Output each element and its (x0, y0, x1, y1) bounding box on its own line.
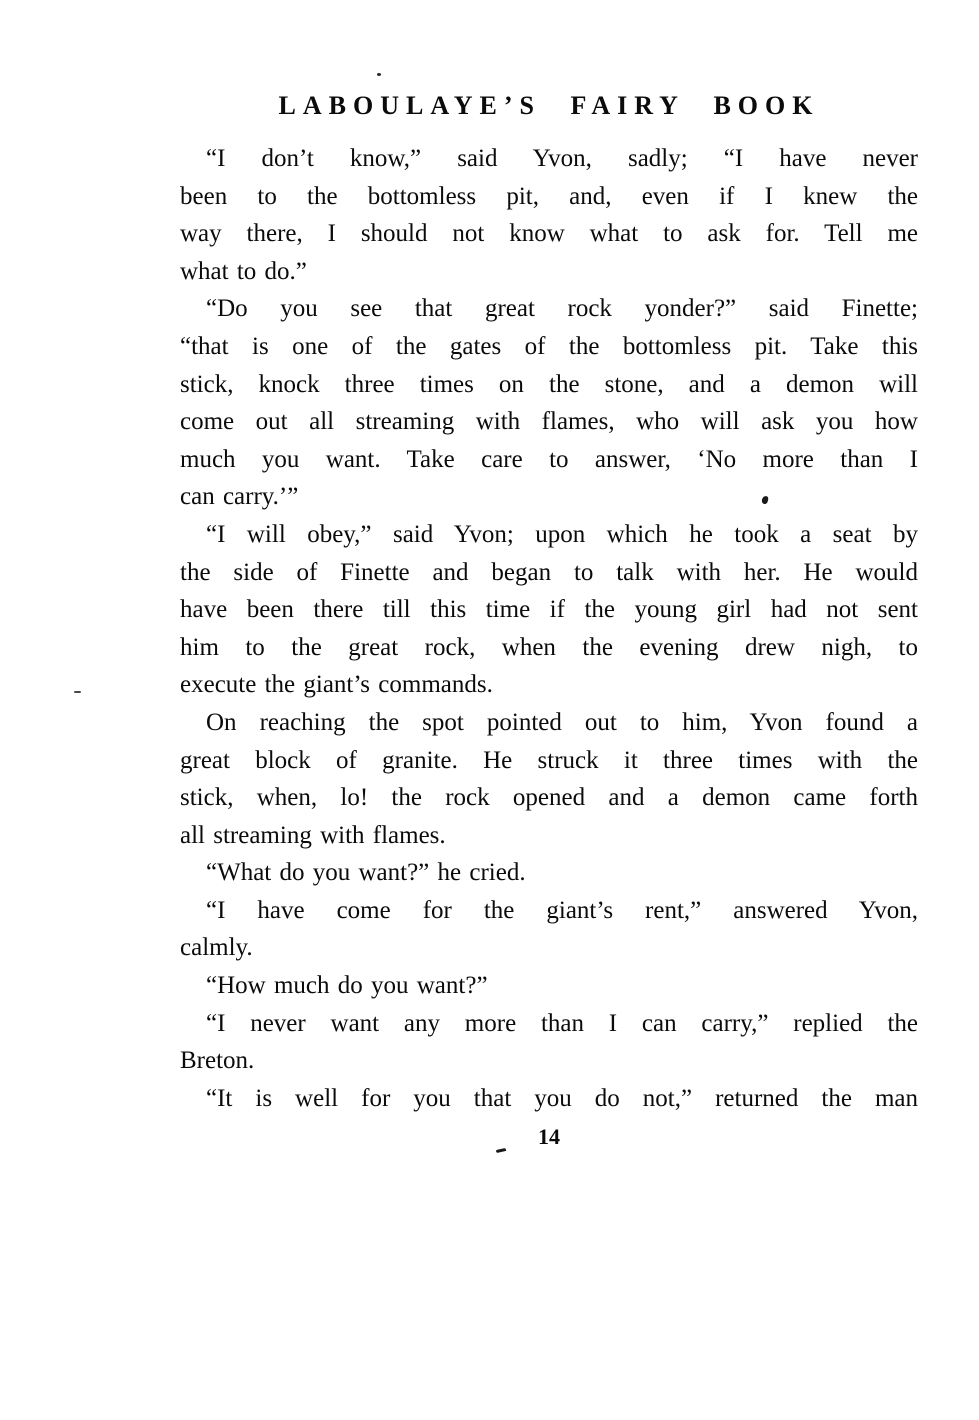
text-line: much you want. Take care to answer, ‘No more than I (180, 445, 918, 473)
text-line: can carry.’” (180, 483, 299, 511)
text-line: “Do you see that great rock yonder?” said Finette; (206, 295, 918, 323)
text-line: execute the giant’s commands. (180, 671, 493, 699)
running-head: LABOULAYE’S FAIRY BOOK (278, 91, 820, 120)
text-line: stick, knock three times on the stone, and a demon will (180, 370, 918, 398)
text-line: come out all streaming with flames, who will ask you how (180, 408, 918, 436)
text-line: “How much do you want?” (206, 972, 488, 1000)
ink-speck (74, 691, 81, 693)
text-line: “I will obey,” said Yvon; upon which he took a seat by (206, 520, 918, 548)
text-line: what to do.” (180, 257, 307, 285)
text-line: great block of granite. He struck it three times with the (180, 746, 918, 774)
text-line: been to the bottomless pit, and, even if I knew the (180, 182, 918, 210)
text-block (180, 140, 918, 1117)
text-line: “I don’t know,” said Yvon, sadly; “I have never (206, 145, 918, 172)
text-line: “I never want any more than I can carry,” replied the (206, 1009, 918, 1037)
ink-speck (377, 73, 381, 76)
text-line: the side of Finette and began to talk with her. He would (180, 558, 918, 586)
text-line: way there, I should not know what to ask for. Tell me (180, 220, 918, 248)
text-line: “It is well for you that you do not,” returned the man (206, 1084, 918, 1112)
ink-speck (496, 1148, 506, 1153)
text-line: have been there till this time if the young girl had not sent (180, 596, 918, 624)
text-line: “that is one of the gates of the bottomless pit. Take this (180, 332, 918, 360)
text-line: “I have come for the giant’s rent,” answered Yvon, (206, 896, 918, 924)
text-line: On reaching the spot pointed out to him, Yvon found a (206, 708, 918, 736)
text-line: calmly. (180, 934, 253, 962)
text-line: him to the great rock, when the evening drew nigh, to (180, 633, 918, 661)
text-line: all streaming with flames. (180, 821, 446, 849)
text-line: Breton. (180, 1047, 255, 1075)
text-line: “What do you want?” he cried. (206, 859, 526, 887)
text-line: stick, when, lo! the rock opened and a demon came forth (180, 784, 918, 812)
page-number: 14 (538, 1124, 560, 1149)
